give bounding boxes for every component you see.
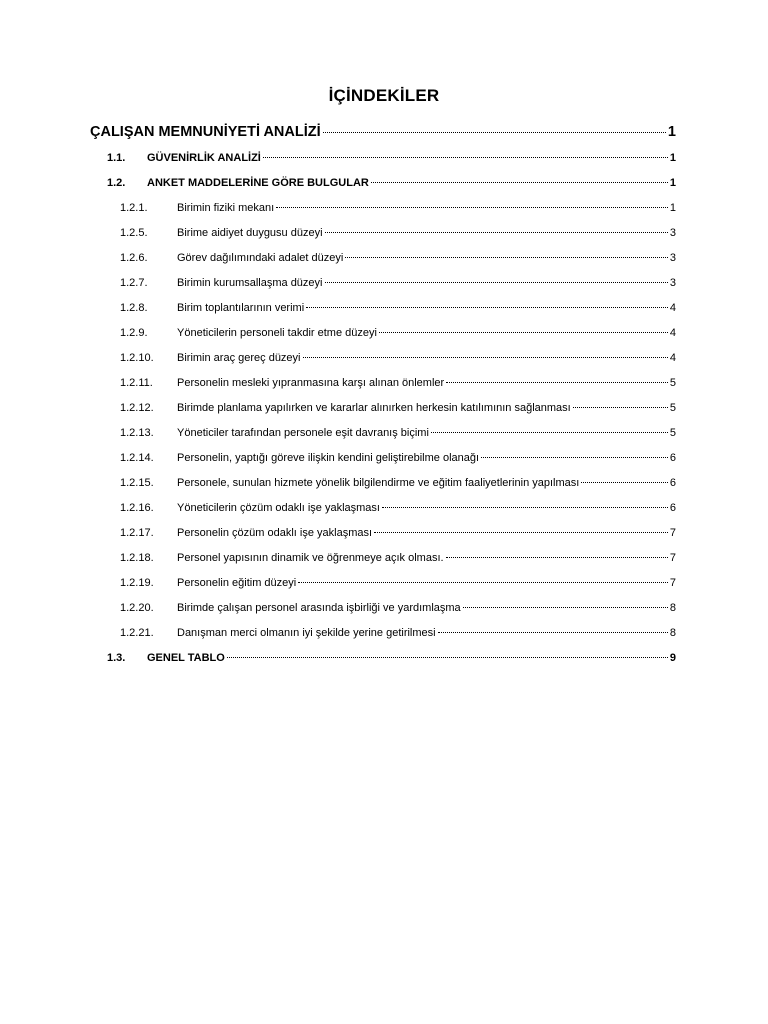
toc-entry-page-number: 3 (669, 277, 676, 289)
toc-entry[interactable] (90, 221, 676, 246)
toc-entry-page-number: 5 (669, 377, 676, 389)
toc-entry-number: 1.2.20. (120, 602, 154, 614)
toc-entry-page-number: 1 (669, 177, 676, 189)
toc-entry-label: Personelin mesleki yıpranmasına karşı alınan önlemler (177, 377, 445, 389)
dot-leader (276, 206, 668, 208)
dot-leader (446, 381, 668, 383)
toc-entry-number: 1.2.18. (120, 552, 154, 564)
toc-entry[interactable] (90, 471, 676, 496)
toc-entry-label: GÜVENİRLİK ANALİZİ (147, 152, 261, 164)
toc-entry-number: 1.2.14. (120, 452, 154, 464)
toc-entry-page-number: 6 (669, 477, 676, 489)
toc-entry-label: Yöneticiler tarafından personele eşit davranış biçimi (177, 427, 429, 439)
toc-entry-page-number: 4 (669, 302, 676, 314)
toc-entry[interactable] (90, 346, 676, 371)
dot-leader (581, 481, 668, 483)
dot-leader (323, 131, 666, 133)
toc-entry-page-number: 3 (669, 227, 676, 239)
dot-leader (481, 456, 668, 458)
toc-entry-number: 1.2.6. (120, 252, 148, 264)
toc-entry-page-number: 5 (669, 402, 676, 414)
toc-entry-number: 1.3. (107, 652, 126, 664)
toc-entry-label: Birimin araç gereç düzeyi (177, 352, 301, 364)
toc-entry-label: Birimde planlama yapılırken ve kararlar alınırken herkesin katılımının sağlanması (177, 402, 571, 414)
toc-entry[interactable] (90, 321, 676, 346)
dot-leader (379, 331, 668, 333)
toc-entry-page-number: 8 (669, 627, 676, 639)
toc-entry-label: Birime aidiyet duygusu düzeyi (177, 227, 323, 239)
toc-entry-label: Yöneticilerin çözüm odaklı işe yaklaşması (177, 502, 380, 514)
dot-leader (446, 556, 668, 558)
toc-entry-label: Personel yapısının dinamik ve öğrenmeye açık olması. (177, 552, 444, 564)
toc-entry-number: 1.2.5. (120, 227, 148, 239)
toc-entry[interactable] (90, 146, 676, 171)
dot-leader (298, 581, 668, 583)
toc-entry[interactable] (90, 546, 676, 571)
toc-entry-label: Yöneticilerin personeli takdir etme düzeyi (177, 327, 377, 339)
toc-entry-number: 1.2.7. (120, 277, 148, 289)
toc-entry[interactable] (90, 521, 676, 546)
toc-entry-page-number: 7 (669, 577, 676, 589)
toc-entry[interactable] (90, 446, 676, 471)
toc-entry-number: 1.2.1. (120, 202, 148, 214)
toc-entry[interactable] (90, 271, 676, 296)
toc-entry-label: Personele, sunulan hizmete yönelik bilgilendirme ve eğitim faaliyetlerinin yapılması (177, 477, 580, 489)
toc-entry[interactable] (90, 571, 676, 596)
toc-entry-number: 1.2.15. (120, 477, 154, 489)
toc-entry-page-number: 3 (669, 252, 676, 264)
toc-entry-number: 1.2.10. (120, 352, 154, 364)
toc-entry-number: 1.2.8. (120, 302, 148, 314)
toc-entry[interactable] (90, 596, 676, 621)
toc-entry[interactable] (90, 196, 676, 221)
toc-entry-number: 1.2.16. (120, 502, 154, 514)
toc-entry-number: 1.2. (107, 177, 126, 189)
toc-entry-page-number: 1 (669, 202, 676, 214)
toc-entry[interactable] (90, 621, 676, 646)
toc-entry-page-number: 4 (669, 327, 676, 339)
toc-entry-label: Personelin çözüm odaklı işe yaklaşması (177, 527, 373, 539)
toc-entry-label: Danışman merci olmanın iyi şekilde yerine getirilmesi (177, 627, 436, 639)
dot-leader (382, 506, 668, 508)
toc-entry[interactable] (90, 171, 676, 196)
dot-leader (438, 631, 668, 633)
toc-entry-page-number: 4 (669, 352, 676, 364)
toc-entry-label: Birim toplantılarının verimi (177, 302, 305, 314)
dot-leader (306, 306, 668, 308)
dot-leader (303, 356, 668, 358)
toc-entry[interactable] (90, 119, 676, 145)
toc-entry[interactable] (90, 396, 676, 421)
toc-entry-number: 1.1. (107, 152, 126, 164)
page-title: İÇİNDEKİLER (328, 86, 440, 105)
toc-entry-page-number: 7 (669, 552, 676, 564)
toc-entry-page-number: 1 (669, 152, 676, 164)
toc-entry-number: 1.2.9. (120, 327, 148, 339)
toc-entry-label: Görev dağılımındaki adalet düzeyi (177, 252, 344, 264)
toc-entry[interactable] (90, 421, 676, 446)
toc-entry[interactable] (90, 296, 676, 321)
toc-entry-label: Personelin, yaptığı göreve ilişkin kendini geliştirebilme olanağı (177, 452, 480, 464)
dot-leader (345, 256, 668, 258)
toc-entry-number: 1.2.11. (120, 377, 153, 389)
dot-leader (371, 181, 668, 183)
toc-entry[interactable] (90, 371, 676, 396)
dot-leader (374, 531, 668, 533)
toc-entry-label: Birimin kurumsallaşma düzeyi (177, 277, 323, 289)
toc-entry-page-number: 6 (669, 452, 676, 464)
toc-entry-label: Birimde çalışan personel arasında işbirliği ve yardımlaşma (177, 602, 461, 614)
dot-leader (463, 606, 668, 608)
toc-entry-number: 1.2.19. (120, 577, 154, 589)
toc-entry-page-number: 6 (669, 502, 676, 514)
toc-entry-page-number: 9 (669, 652, 676, 664)
dot-leader (325, 231, 668, 233)
toc-entry-label: ÇALIŞAN MEMNUNİYETİ ANALİZİ (90, 124, 321, 140)
dot-leader (227, 656, 668, 658)
toc-entry-label: ANKET MADDELERİNE GÖRE BULGULAR (147, 177, 369, 189)
toc-entry-label: Personelin eğitim düzeyi (177, 577, 297, 589)
toc-entry-number: 1.2.21. (120, 627, 154, 639)
toc-entry[interactable] (90, 496, 676, 521)
toc-entry-label: Birimin fiziki mekanı (177, 202, 275, 214)
toc-entry-label: GENEL TABLO (147, 652, 225, 664)
dot-leader (325, 281, 668, 283)
dot-leader (263, 156, 668, 158)
toc-entry-page-number: 1 (667, 124, 676, 140)
toc-entry-number: 1.2.12. (120, 402, 154, 414)
toc-entry-page-number: 5 (669, 427, 676, 439)
toc-entry-page-number: 7 (669, 527, 676, 539)
toc-entry[interactable] (90, 246, 676, 271)
table-of-contents (90, 119, 676, 671)
toc-entry-number: 1.2.13. (120, 427, 154, 439)
toc-entry-page-number: 8 (669, 602, 676, 614)
dot-leader (573, 406, 668, 408)
toc-entry-number: 1.2.17. (120, 527, 154, 539)
toc-entry[interactable] (90, 646, 676, 671)
dot-leader (431, 431, 668, 433)
